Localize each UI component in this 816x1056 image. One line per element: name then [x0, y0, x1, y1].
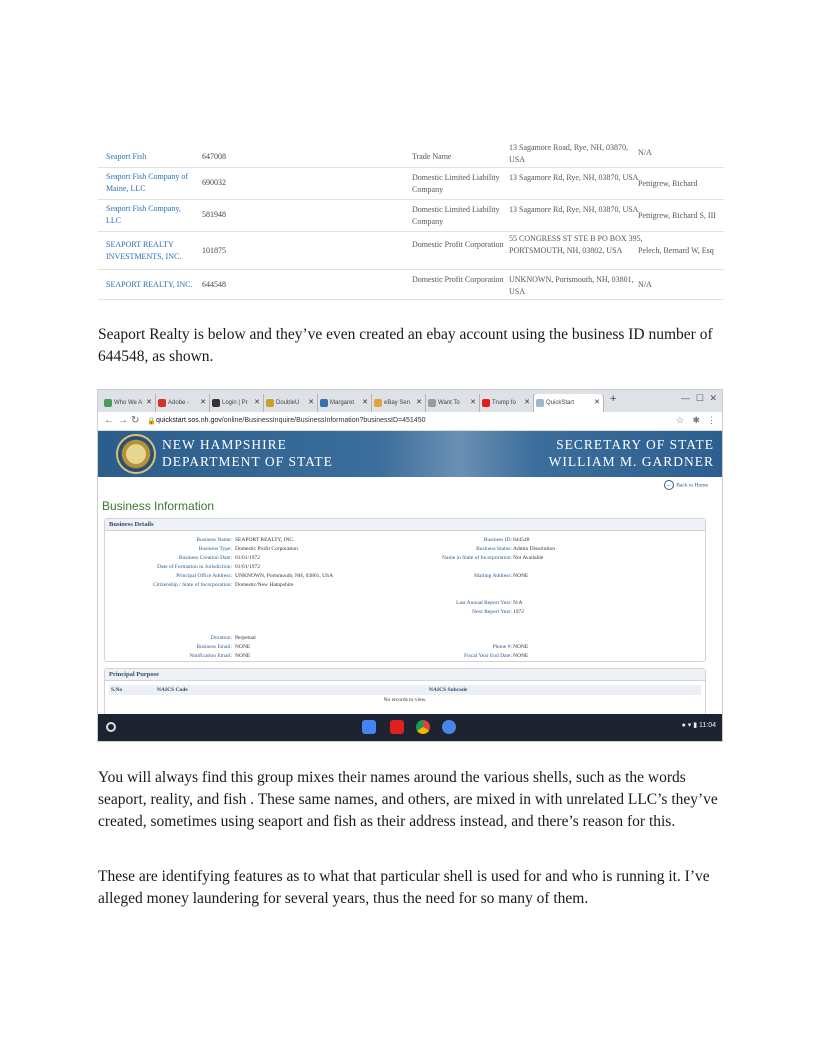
business-search-results [98, 138, 724, 300]
left-details: Business Name: SEAPORT REALTY, INC. Business Type: Domestic Profit Corporation Business Creation Date: 01/01/1972 Date of Formation in Jurisdiction: 01/01/1972 Principal Office Address: UNKNOWN, Portsmouth, NH, 03801, USA Citizenship / State of Incorporation: Domestic/New Hampshire [152, 537, 334, 588]
table-row [98, 168, 724, 200]
business-address: 13 Sagamore Rd, Rye, NH, 03870, USA [509, 205, 639, 214]
adobe-icon [158, 399, 166, 407]
business-id: 581948 [202, 210, 226, 219]
registered-agent: Pelech, Bernard W, Esq [638, 246, 714, 255]
business-id: 101875 [202, 246, 226, 255]
page-title: Business Information [102, 499, 215, 513]
favicon-icon [320, 399, 328, 407]
close-icon[interactable]: ✕ [200, 399, 206, 406]
close-icon[interactable]: ✕ [470, 399, 476, 406]
tab-quickstart[interactable]: QuickStart ✕ [534, 394, 604, 412]
menu-icon[interactable]: ⋮ [707, 415, 716, 425]
business-details-panel [104, 518, 706, 662]
os-taskbar [98, 714, 722, 741]
tab-doubleu[interactable]: DoubleU ✕ [264, 394, 318, 412]
reload-icon[interactable]: ↻ [131, 415, 140, 426]
tab-margaret[interactable]: Margaret ✕ [318, 394, 372, 412]
tab-bar [98, 390, 722, 412]
paragraph-laundering: These are identifying features as to what that particular shell is used for and who is running it. I’ve alleged money laundering for several years, thus the need for so many of them. [98, 868, 710, 907]
table-row [98, 200, 724, 232]
business-address: 55 CONGRESS ST STE B PO BOX 395, PORTSMOUTH, NH, 03802, USA [509, 234, 643, 255]
registered-agent: N/A [638, 280, 652, 289]
business-id: 647008 [202, 152, 226, 161]
business-name-link[interactable]: Seaport Fish [106, 152, 147, 161]
status-icons: ● ▾ ▮ [681, 722, 699, 729]
close-icon[interactable]: ✕ [416, 399, 422, 406]
back-icon[interactable]: ← [104, 415, 114, 426]
system-tray[interactable] [682, 721, 716, 729]
tab-want-to[interactable]: Want To ✕ [426, 394, 480, 412]
launcher-icon[interactable] [106, 722, 116, 732]
table-row [98, 232, 724, 270]
registered-agent: N/A [638, 148, 652, 157]
close-icon[interactable]: ✕ [362, 399, 368, 406]
files-icon[interactable] [442, 720, 456, 734]
favicon-icon [428, 399, 436, 407]
close-icon[interactable]: ✕ [146, 399, 152, 406]
business-name-link[interactable]: Seaport Fish Company, LLC [106, 204, 181, 225]
business-id: 690032 [202, 178, 226, 187]
principal-purpose-panel [104, 668, 706, 716]
favicon-icon [374, 399, 382, 407]
close-icon[interactable]: ✕ [308, 399, 314, 406]
business-name-link[interactable]: Seaport Fish Company of Maine, LLC [106, 172, 188, 193]
col-naics-subcode: NAICS Subcode [429, 687, 468, 693]
lock-icon: 🔒 [147, 418, 156, 425]
business-type: Domestic Profit Corporation [412, 275, 504, 284]
department-title: NEW HAMPSHIRE DEPARTMENT OF STATE [162, 437, 333, 469]
star-icon[interactable]: ☆ [675, 415, 684, 425]
favicon-icon [266, 399, 274, 407]
panel-header: Principal Purpose [105, 669, 705, 681]
no-records-text: No records to view. [383, 697, 427, 703]
clock: 11:04 [699, 722, 716, 729]
business-name-link[interactable]: SEAPORT REALTY INVESTMENTS, INC. [106, 240, 182, 261]
minimize-icon[interactable]: — [681, 393, 690, 403]
state-seal-icon [116, 434, 156, 474]
favicon-icon [536, 399, 544, 407]
close-icon[interactable]: ✕ [524, 399, 530, 406]
right-details: Business ID: 644548 Business Status: Admin Dissolution Name in State of Incorporation: Not Available Mailing Address: NONE Last Annual Report Year: N/A Next Report Year: 1972 [442, 537, 556, 615]
business-type: Domestic Profit Corporation [412, 240, 504, 249]
secretary-title: SECRETARY OF STATE WILLIAM M. GARDNER [548, 437, 714, 469]
business-type: Trade Name [412, 152, 452, 161]
favicon-icon [104, 399, 112, 407]
tab-who-we-are[interactable]: Who We A ✕ [102, 394, 156, 412]
paragraph-shells: You will always find this group mixes their names around the various shells, such as the words seaport, reality, and fish . These same names, and others, are mixed in with unrelated LLC’s they’ve created, sometimes using seaport and fish as their address instead, and there’s reason for this. [98, 769, 718, 830]
table-row [98, 270, 724, 300]
youtube-icon [482, 399, 490, 407]
address-bar [98, 412, 722, 431]
maximize-icon[interactable]: ☐ [695, 393, 704, 403]
col-naics-code: NAICS Code [157, 687, 188, 693]
tab-trump[interactable]: Trump fo ✕ [480, 394, 534, 412]
paragraph-intro: Seaport Realty is below and they’ve even created an ebay account using the business ID number of 644548, as shown. [98, 326, 713, 365]
close-window-icon[interactable]: ✕ [709, 393, 717, 403]
back-arrow-icon: ← [665, 481, 673, 489]
favicon-icon [212, 399, 220, 407]
business-address: UNKNOWN, Portsmouth, NH, 03801, USA [509, 275, 634, 296]
registered-agent: Pettigrew, Richard S, III [638, 211, 716, 220]
business-address: 13 Sagamore Rd, Rye, NH, 03870, USA [509, 173, 639, 182]
business-address: 13 Sagamore Road, Rye, NH, 03870, USA [509, 143, 628, 164]
url-field[interactable]: quickstart.sos.nh.gov/online/BusinessInquire/BusinessInformation?businessID=451450 [156, 417, 426, 424]
browser-screenshot [97, 389, 723, 742]
new-tab-icon[interactable]: + [610, 393, 617, 405]
tab-ebay[interactable]: eBay Sen ✕ [372, 394, 426, 412]
tab-adobe[interactable]: Adobe - ✕ [156, 394, 210, 412]
close-icon[interactable]: ✕ [254, 399, 260, 406]
panel-header: Business Details [105, 519, 705, 531]
business-type: Domestic Limited Liability Company [412, 173, 500, 194]
close-icon[interactable]: ✕ [594, 399, 600, 406]
business-name-link[interactable]: SEAPORT REALTY, INC. [106, 280, 193, 289]
chrome-icon[interactable] [416, 720, 430, 734]
business-id: 644548 [202, 280, 226, 289]
youtube-icon[interactable] [390, 720, 404, 734]
business-type: Domestic Limited Liability Company [412, 205, 500, 226]
col-sno: S.No [111, 687, 123, 693]
table-row [98, 138, 724, 168]
docs-icon[interactable] [362, 720, 376, 734]
forward-icon[interactable]: → [118, 415, 128, 426]
tab-login[interactable]: Login | Pr ✕ [210, 394, 264, 412]
bottom-details: Duration: Perpetual Business Email: NONE Phone #: NONE Notification Email: NONE Fiscal Year End Date: NONE [189, 635, 529, 659]
registered-agent: Pettigrew, Richard [638, 179, 698, 188]
extensions-icon[interactable]: ✱ [692, 415, 700, 425]
purpose-table-header [109, 685, 701, 695]
back-to-home-link[interactable]: ← Back to Home [665, 481, 708, 489]
site-banner [98, 431, 722, 477]
